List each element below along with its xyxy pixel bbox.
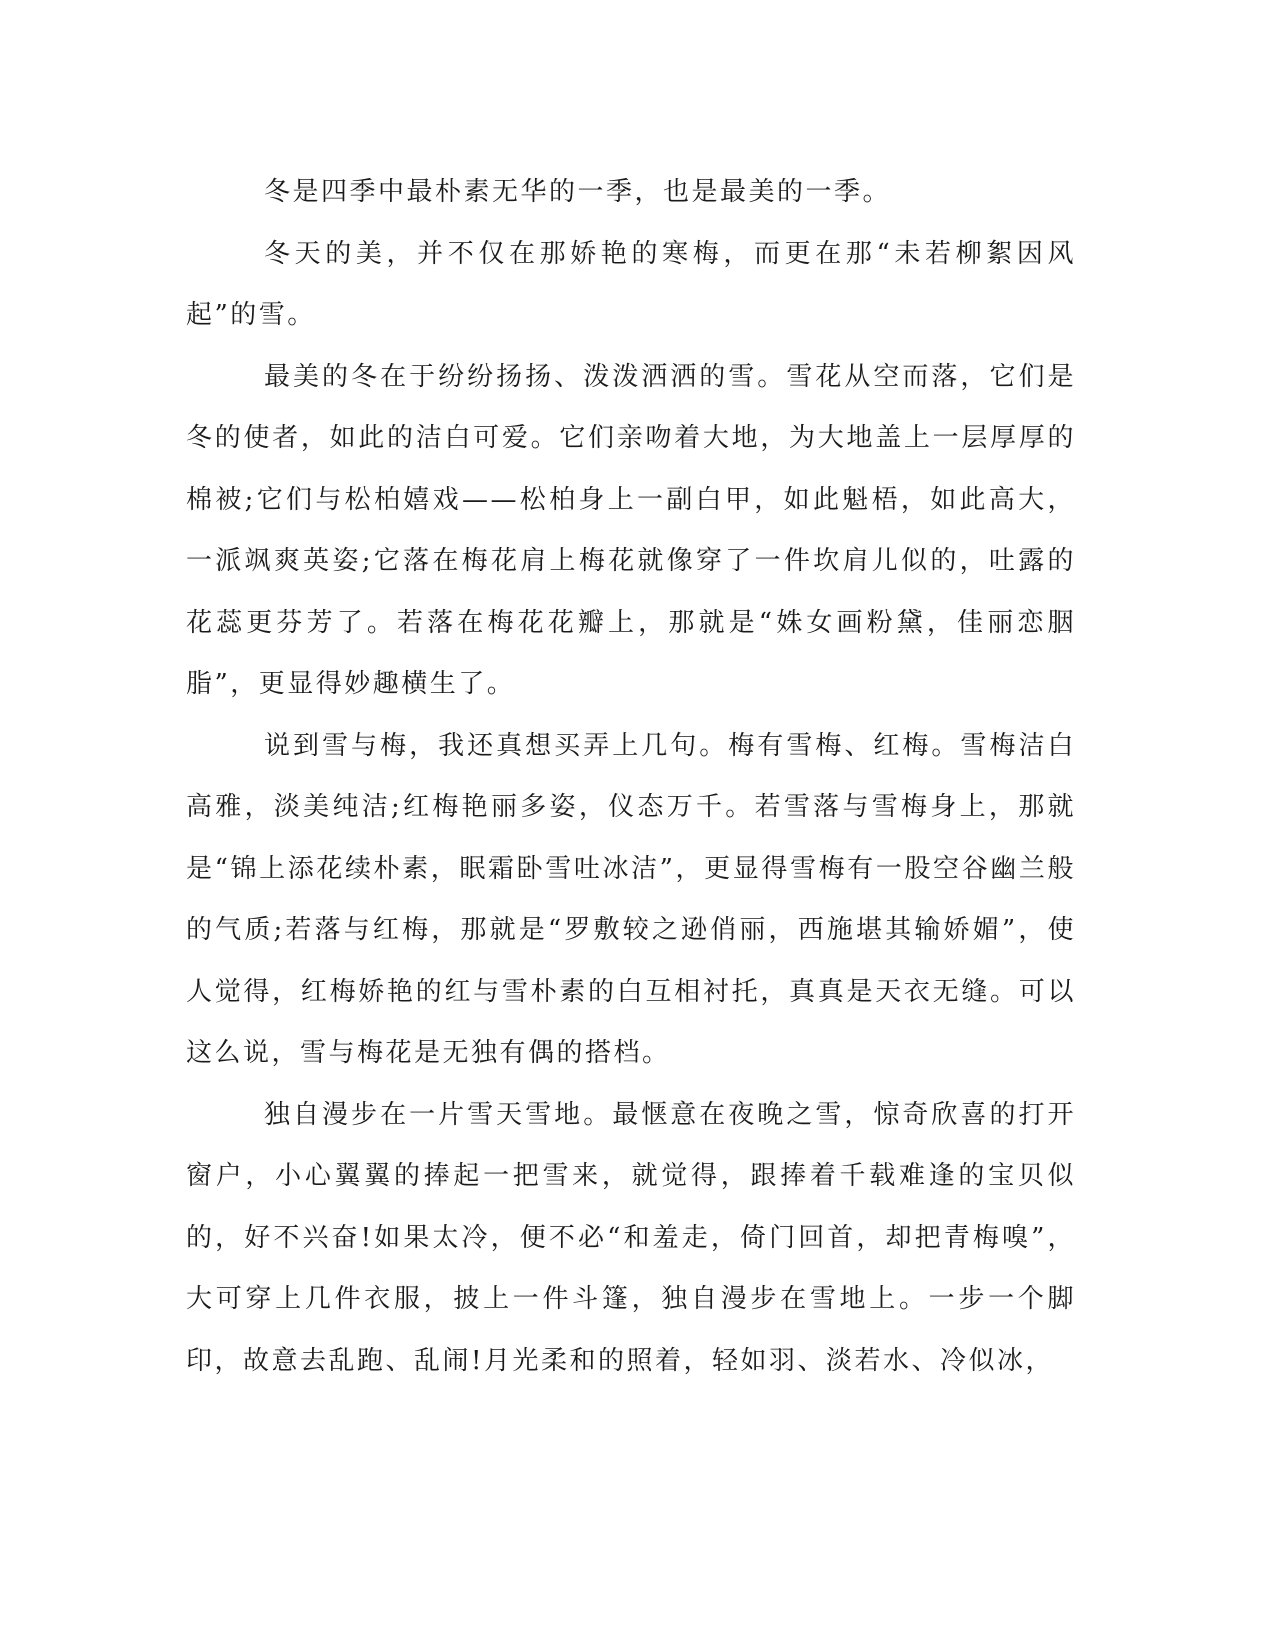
paragraph-2: 冬天的美，并不仅在那娇艳的寒梅，而更在那“未若柳絮因风起”的雪。 bbox=[186, 238, 1076, 330]
paragraph-3: 最美的冬在于纷纷扬扬、泼泼洒洒的雪。雪花从空而落，它们是冬的使者，如此的洁白可爱。它们亲吻着大地，为大地盖上一层厚厚的棉被;它们与松柏嬉戏——松柏身上一副白甲，如此魁梧，如此高大，一派飒爽英姿;它落在梅花肩上梅花就像穿了一件坎肩儿似的，吐露的花蕊更芬芳了。若落在梅花花瓣上，那就是“姝女画粉黛，佳丽恋胭脂”，更显得妙趣横生了。 bbox=[186, 361, 1076, 699]
document-body bbox=[186, 162, 1076, 1392]
paragraph-1: 冬是四季中最朴素无华的一季，也是最美的一季。 bbox=[264, 177, 892, 207]
paragraph-5: 独自漫步在一片雪天雪地。最惬意在夜晚之雪，惊奇欣喜的打开窗户，小心翼翼的捧起一把雪来，就觉得，跟捧着千载难逢的宝贝似的，好不兴奋!如果太冷，便不必“和羞走，倚门回首，却把青梅嗅”，大可穿上几件衣服，披上一件斗篷，独自漫步在雪地上。一步一个脚印，故意去乱跑、乱闹!月光柔和的照着，轻如羽、淡若水、冷似冰， bbox=[186, 1099, 1076, 1376]
paragraph-4: 说到雪与梅，我还真想买弄上几句。梅有雪梅、红梅。雪梅洁白高雅，淡美纯洁;红梅艳丽多姿，仪态万千。若雪落与雪梅身上，那就是“锦上添花续朴素，眠霜卧雪吐冰洁”，更显得雪梅有一股空谷幽兰般的气质;若落与红梅，那就是“罗敷较之逊俏丽，西施堪其输娇媚”，使人觉得，红梅娇艳的红与雪朴素的白互相衬托，真真是天衣无缝。可以这么说，雪与梅花是无独有偶的搭档。 bbox=[186, 730, 1076, 1068]
